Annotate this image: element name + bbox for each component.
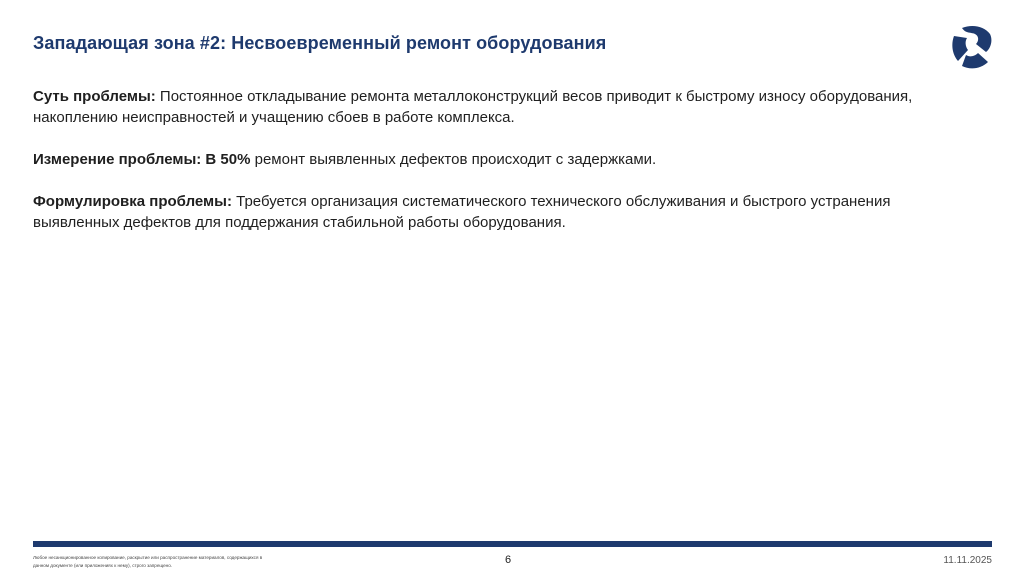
problem-formulation-label: Формулировка проблемы: <box>33 193 232 210</box>
problem-formulation-paragraph <box>33 191 953 233</box>
problem-formulation-text: Требуется организация систематического технического обслуживания и быстрого устранения выявленных дефектов для поддержания стабильной работы оборудования. <box>33 193 891 231</box>
company-logo-icon <box>948 24 992 70</box>
problem-description <box>33 86 953 254</box>
page-number: 6 <box>505 554 512 566</box>
problem-measurement-text: ремонт выявленных дефектов происходит с задержками. <box>250 151 657 168</box>
footer-divider <box>33 541 992 547</box>
problem-essence-label: Суть проблемы: <box>33 88 156 105</box>
footer-date: 11.11.2025 <box>943 555 992 566</box>
footer-disclaimer: Любое несанкционированное копирование, раскрытие или распространение материалов, содержащихся в данном документе (или приложениях к нему), строго запрещено. <box>33 555 263 568</box>
problem-essence-text: Постоянное откладывание ремонта металлоконструкций весов приводит к быстрому износу оборудования, накоплению неисправностей и учащению сбоев в работе комплекса. <box>33 88 913 126</box>
problem-measurement-paragraph <box>33 149 953 170</box>
slide-title: Западающая зона #2: Несвоевременный ремонт оборудования <box>33 33 607 53</box>
problem-measurement-label: Измерение проблемы: В 50% <box>33 151 251 168</box>
problem-essence-paragraph <box>33 86 953 128</box>
